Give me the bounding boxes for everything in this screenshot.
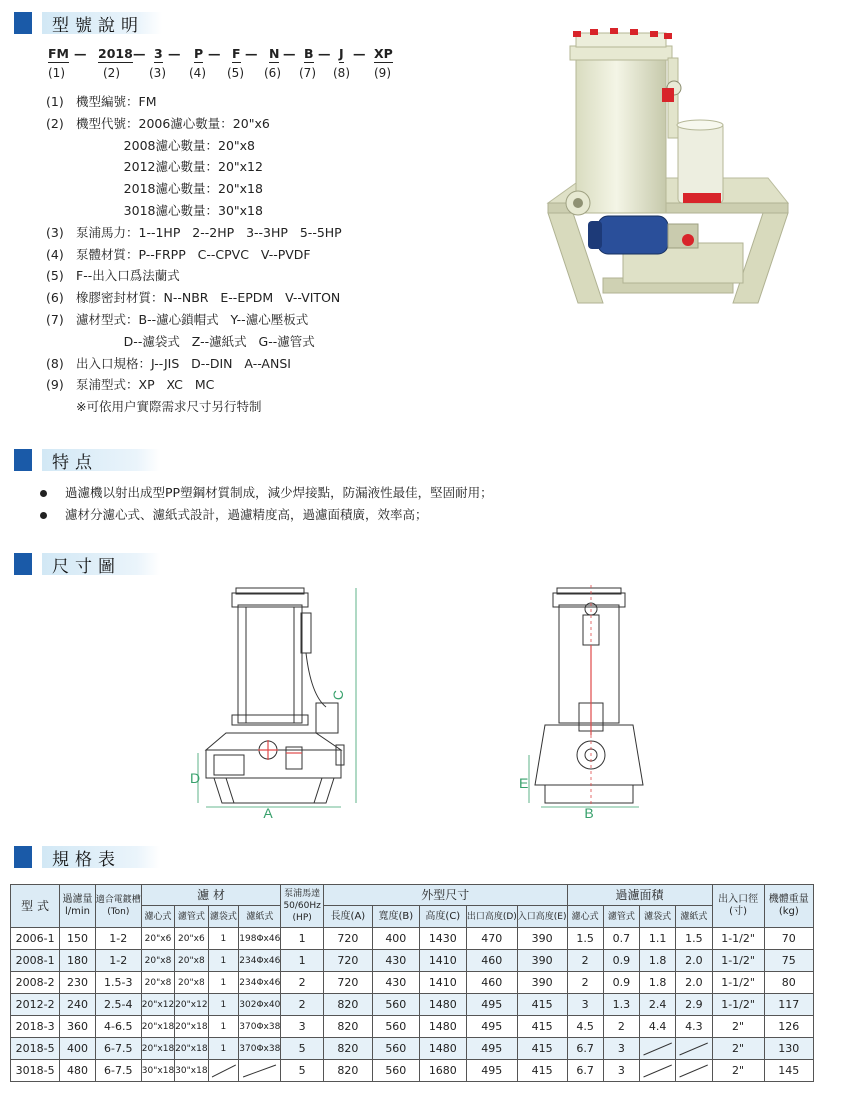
table-cell: 720 <box>323 950 372 972</box>
table-cell: 2" <box>712 1038 764 1060</box>
spec-line-text: 出入口規格：J--JIS D--DIN A--ANSI <box>76 355 291 371</box>
th-outer-sub: 入口高度(E) <box>517 906 567 928</box>
table-cell: 415 <box>517 1038 567 1060</box>
code-dash: — <box>245 46 258 61</box>
code-number: (4) <box>189 66 206 80</box>
table-cell: 1-1/2" <box>712 950 764 972</box>
th-area-sub: 濾管式 <box>603 906 639 928</box>
table-cell: 2.0 <box>676 972 712 994</box>
table-cell: 20"x18 <box>141 1016 174 1038</box>
spec-table <box>10 884 814 1082</box>
table-cell: 75 <box>764 950 813 972</box>
table-cell: 1-1/2" <box>712 994 764 1016</box>
table-cell: 1 <box>208 1038 239 1060</box>
code-part: J <box>339 46 344 61</box>
table-cell: 3 <box>603 1060 639 1082</box>
table-row <box>11 1016 814 1038</box>
spec-line-text: 3018濾心數量：30"x18 <box>76 202 263 218</box>
section-marker <box>14 553 32 575</box>
table-cell <box>239 1060 281 1082</box>
th-flow-label: 過濾量 <box>62 894 93 905</box>
table-cell: 1 <box>281 928 324 950</box>
section-marker <box>14 846 32 868</box>
table-cell: 180 <box>60 950 96 972</box>
table-cell: 240 <box>60 994 96 1016</box>
th-plating-unit: (Ton) <box>107 907 130 917</box>
table-cell: 560 <box>372 1038 419 1060</box>
spec-line-number: (9) <box>46 377 64 393</box>
code-number: (3) <box>149 66 166 80</box>
code-dash: — <box>74 46 87 61</box>
table-cell: 302Φx40 <box>239 994 281 1016</box>
table-cell: 2.5-4 <box>95 994 141 1016</box>
table-row <box>11 950 814 972</box>
th-pump-label: 泵浦馬達 <box>284 889 321 899</box>
dim-label-e: E <box>519 775 529 791</box>
table-cell: 820 <box>323 994 372 1016</box>
table-row <box>11 928 814 950</box>
table-cell: 820 <box>323 1016 372 1038</box>
table-cell <box>208 1060 239 1082</box>
table-cell: 4-6.5 <box>95 1016 141 1038</box>
table-cell: 1680 <box>419 1060 466 1082</box>
product-photo <box>528 28 818 328</box>
table-cell: 234Φx46 <box>239 950 281 972</box>
spec-line <box>46 113 342 135</box>
table-cell: 415 <box>517 1060 567 1082</box>
table-cell: 198Φx46 <box>239 928 281 950</box>
table-cell: 2008-2 <box>11 972 60 994</box>
table-cell: 820 <box>323 1060 372 1082</box>
table-cell: 1.8 <box>640 972 676 994</box>
table-cell: 230 <box>60 972 96 994</box>
table-cell: 1.8 <box>640 950 676 972</box>
spec-line-number: (5) <box>46 268 64 284</box>
section-marker <box>14 449 32 471</box>
table-cell: 390 <box>517 950 567 972</box>
empty-slash-icon <box>640 1062 675 1080</box>
section-header-model <box>14 10 162 36</box>
th-flow-unit: l/min <box>64 906 90 917</box>
table-cell: 3018-5 <box>11 1060 60 1082</box>
spec-line <box>46 200 342 222</box>
table-cell: 130 <box>764 1038 813 1060</box>
spec-line <box>46 396 342 418</box>
th-area-sub: 濾心式 <box>567 906 603 928</box>
table-cell: 1410 <box>419 972 466 994</box>
table-row <box>11 994 814 1016</box>
code-dash: — <box>208 46 221 61</box>
table-cell: 415 <box>517 994 567 1016</box>
code-number: (6) <box>264 66 281 80</box>
th-model: 型 式 <box>11 885 60 928</box>
table-cell: 20"x6 <box>141 928 174 950</box>
th-area: 過濾面積 <box>567 885 712 906</box>
table-cell: 5 <box>281 1038 324 1060</box>
spec-line-text: 機型代號：2006濾心數量：20"x6 <box>76 115 270 131</box>
table-cell: 560 <box>372 1060 419 1082</box>
table-cell: 560 <box>372 994 419 1016</box>
front-dimension-drawing <box>186 585 366 820</box>
dim-label-c: C <box>330 689 346 701</box>
table-cell: 3 <box>567 994 603 1016</box>
table-cell: 0.7 <box>603 928 639 950</box>
table-cell: 390 <box>517 972 567 994</box>
table-cell: 820 <box>323 1038 372 1060</box>
table-cell: 495 <box>466 994 517 1016</box>
th-port-unit: (寸) <box>729 906 747 917</box>
table-cell: 720 <box>323 972 372 994</box>
spec-line-number: (4) <box>46 246 64 262</box>
table-cell: 360 <box>60 1016 96 1038</box>
table-cell: 2018-3 <box>11 1016 60 1038</box>
table-cell: 495 <box>466 1060 517 1082</box>
code-part: N <box>269 46 280 61</box>
table-cell: 2012-2 <box>11 994 60 1016</box>
table-cell: 1480 <box>419 994 466 1016</box>
bullet-icon <box>40 512 47 519</box>
code-number: (8) <box>333 66 350 80</box>
spec-line <box>46 156 342 178</box>
table-cell: 1.5 <box>676 928 712 950</box>
th-outer-sub: 長度(A) <box>323 906 372 928</box>
table-row <box>11 1060 814 1082</box>
th-media-sub: 濾紙式 <box>239 906 281 928</box>
th-outer-sub: 高度(C) <box>419 906 466 928</box>
table-cell: 390 <box>517 928 567 950</box>
table-cell: 4.4 <box>640 1016 676 1038</box>
model-spec-list <box>46 91 342 418</box>
table-cell: 1480 <box>419 1038 466 1060</box>
table-cell: 2.4 <box>640 994 676 1016</box>
th-pump <box>281 885 324 928</box>
table-cell: 2 <box>567 950 603 972</box>
code-number: (7) <box>299 66 316 80</box>
th-flow <box>60 885 96 928</box>
feature-text: 濾材分濾心式、濾紙式設計，過濾精度高，過濾面積廣，效率高； <box>65 507 428 522</box>
table-cell: 370Φx38 <box>239 1016 281 1038</box>
table-cell: 20"x8 <box>141 950 174 972</box>
code-dash: — <box>168 46 181 61</box>
th-pump-unit: (HP) <box>292 913 312 923</box>
table-cell: 4.5 <box>567 1016 603 1038</box>
spec-line <box>46 244 342 266</box>
spec-line-text: 2012濾心數量：20"x12 <box>76 159 263 175</box>
code-number: (1) <box>48 66 65 80</box>
table-cell: 20"x6 <box>175 928 208 950</box>
spec-line-number: (6) <box>46 290 64 306</box>
feature-item <box>40 482 493 504</box>
table-cell: 20"x18 <box>175 1038 208 1060</box>
table-cell: 30"x18 <box>141 1060 174 1082</box>
table-cell: 80 <box>764 972 813 994</box>
th-port <box>712 885 764 928</box>
spec-line-text: 機型編號：FM <box>76 94 157 109</box>
section-title: 特点 <box>42 449 160 471</box>
table-cell: 2" <box>712 1060 764 1082</box>
th-area-sub: 濾袋式 <box>640 906 676 928</box>
code-part: F <box>232 46 241 61</box>
table-cell: 70 <box>764 928 813 950</box>
table-cell: 234Φx46 <box>239 972 281 994</box>
spec-line <box>46 331 342 353</box>
th-pump-hz: 50/60Hz <box>283 901 321 911</box>
spec-line <box>46 135 342 157</box>
spec-line-text: 2008濾心數量：20"x8 <box>76 137 255 153</box>
table-cell: 560 <box>372 1016 419 1038</box>
table-cell: 400 <box>60 1038 96 1060</box>
section-header-features <box>14 447 160 473</box>
table-cell: 2 <box>281 994 324 1016</box>
table-row <box>11 1038 814 1060</box>
table-cell: 720 <box>323 928 372 950</box>
th-outer-sub: 出口高度(D) <box>466 906 517 928</box>
table-cell: 415 <box>517 1016 567 1038</box>
table-cell: 2" <box>712 1016 764 1038</box>
spec-line-number: (1) <box>46 94 64 109</box>
side-dimension-drawing <box>515 585 665 820</box>
table-cell <box>676 1060 712 1082</box>
table-cell: 1.5 <box>567 928 603 950</box>
table-cell: 430 <box>372 972 419 994</box>
section-header-specs <box>14 844 160 870</box>
bullet-icon <box>40 490 47 497</box>
code-part: XP <box>374 46 393 61</box>
table-cell: 20"x18 <box>141 1038 174 1060</box>
th-media-sub: 濾心式 <box>141 906 174 928</box>
table-cell: 1410 <box>419 950 466 972</box>
table-cell: 1480 <box>419 1016 466 1038</box>
table-cell: 6.7 <box>567 1038 603 1060</box>
table-cell <box>676 1038 712 1060</box>
th-area-sub: 濾紙式 <box>676 906 712 928</box>
th-outer: 外型尺寸 <box>323 885 567 906</box>
table-cell: 1 <box>208 950 239 972</box>
table-cell: 495 <box>466 1016 517 1038</box>
section-title: 尺寸圖 <box>42 553 160 575</box>
code-part: P <box>194 46 204 61</box>
th-media-sub: 濾袋式 <box>208 906 239 928</box>
feature-list <box>40 482 493 526</box>
feature-item <box>40 504 493 526</box>
dim-label-d: D <box>190 770 201 786</box>
spec-line-text: 濾材型式：B--濾心鎖帽式 Y--濾心壓板式 <box>76 311 309 327</box>
table-cell: 2018-5 <box>11 1038 60 1060</box>
table-cell: 1-2 <box>95 928 141 950</box>
empty-slash-icon <box>640 1040 675 1058</box>
table-cell: 370Φx38 <box>239 1038 281 1060</box>
spec-line-text: 泵浦型式：XP XC MC <box>76 377 215 393</box>
code-number: (5) <box>227 66 244 80</box>
section-title: 規格表 <box>42 846 160 868</box>
table-cell: 1 <box>208 1016 239 1038</box>
table-cell: 1 <box>208 928 239 950</box>
table-cell: 0.9 <box>603 972 639 994</box>
dim-label-b: B <box>584 805 594 820</box>
section-marker <box>14 12 32 34</box>
th-weight <box>764 885 813 928</box>
table-cell: 2008-1 <box>11 950 60 972</box>
table-cell <box>640 1060 676 1082</box>
table-cell: 20"x8 <box>141 972 174 994</box>
table-cell: 2 <box>603 1016 639 1038</box>
table-cell: 145 <box>764 1060 813 1082</box>
th-plating-label: 適合電鍍槽 <box>95 895 141 905</box>
code-part: B <box>304 46 314 61</box>
table-row <box>11 972 814 994</box>
table-cell: 20"x8 <box>175 950 208 972</box>
th-port-label: 出入口徑 <box>718 894 759 905</box>
spec-line-text: 泵浦馬力：1--1HP 2--2HP 3--3HP 5--5HP <box>76 224 342 240</box>
table-cell: 117 <box>764 994 813 1016</box>
spec-line <box>46 374 342 396</box>
spec-line-text: F--出入口爲法蘭式 <box>76 268 180 284</box>
spec-line-text: 橡膠密封材質：N--NBR E--EPDM V--VITON <box>76 290 341 306</box>
table-cell: 126 <box>764 1016 813 1038</box>
table-cell: 400 <box>372 928 419 950</box>
empty-slash-icon <box>676 1040 711 1058</box>
spec-line-number: (2) <box>46 115 64 131</box>
table-cell: 20"x18 <box>175 1016 208 1038</box>
code-number: (9) <box>374 66 391 80</box>
table-cell: 1.5-3 <box>95 972 141 994</box>
spec-line-text: D--濾袋式 Z--濾紙式 G--濾管式 <box>76 333 315 349</box>
code-dash: — <box>283 46 296 61</box>
table-cell: 2 <box>567 972 603 994</box>
section-header-dimensions <box>14 551 160 577</box>
table-cell: 1-1/2" <box>712 972 764 994</box>
empty-slash-icon <box>209 1062 239 1080</box>
table-cell: 430 <box>372 950 419 972</box>
table-cell: 6-7.5 <box>95 1060 141 1082</box>
table-cell: 2 <box>281 972 324 994</box>
table-cell: 1 <box>208 994 239 1016</box>
spec-line-text: ※可依用户實際需求尺寸另行特制 <box>76 399 262 415</box>
code-number: (2) <box>103 66 120 80</box>
code-part: 2018 <box>98 46 133 61</box>
feature-text: 過濾機以射出成型PP塑鋼材質制成，減少焊接點，防漏液性最佳，堅固耐用； <box>65 485 493 500</box>
code-part: 3 <box>154 46 163 61</box>
spec-line-number: (3) <box>46 224 64 240</box>
spec-line <box>46 287 342 309</box>
spec-line-text: 泵體材質：P--FRPP C--CPVC V--PVDF <box>76 246 311 262</box>
spec-line <box>46 178 342 200</box>
table-cell: 1-2 <box>95 950 141 972</box>
table-cell: 1-1/2" <box>712 928 764 950</box>
spec-line-number: (8) <box>46 355 64 371</box>
spec-line-text: 2018濾心數量：20"x18 <box>76 181 263 197</box>
spec-line <box>46 222 342 244</box>
table-cell: 1.1 <box>640 928 676 950</box>
spec-line <box>46 309 342 331</box>
code-dash: — <box>353 46 366 61</box>
table-cell: 495 <box>466 1038 517 1060</box>
table-cell: 0.9 <box>603 950 639 972</box>
table-cell: 20"x12 <box>141 994 174 1016</box>
table-cell: 2.9 <box>676 994 712 1016</box>
table-cell: 1 <box>208 972 239 994</box>
spec-line <box>46 265 342 287</box>
spec-line <box>46 353 342 375</box>
table-cell: 20"x8 <box>175 972 208 994</box>
table-cell: 6.7 <box>567 1060 603 1082</box>
empty-slash-icon <box>239 1062 280 1080</box>
empty-slash-icon <box>676 1062 711 1080</box>
code-part: FM <box>48 46 69 61</box>
table-cell: 480 <box>60 1060 96 1082</box>
th-media: 濾 材 <box>141 885 281 906</box>
th-media-sub: 濾管式 <box>175 906 208 928</box>
table-cell: 20"x12 <box>175 994 208 1016</box>
spec-line-number: (7) <box>46 311 64 327</box>
table-cell: 6-7.5 <box>95 1038 141 1060</box>
table-cell: 2.0 <box>676 950 712 972</box>
table-cell <box>640 1038 676 1060</box>
th-weight-label: 機體重量 <box>768 894 809 905</box>
table-cell: 460 <box>466 950 517 972</box>
code-dash: — <box>133 46 146 61</box>
table-cell: 3 <box>603 1038 639 1060</box>
th-plating <box>95 885 141 928</box>
table-cell: 1430 <box>419 928 466 950</box>
code-dash: — <box>318 46 331 61</box>
table-cell: 460 <box>466 972 517 994</box>
table-cell: 30"x18 <box>175 1060 208 1082</box>
table-cell: 1 <box>281 950 324 972</box>
table-cell: 150 <box>60 928 96 950</box>
table-cell: 1.3 <box>603 994 639 1016</box>
table-cell: 470 <box>466 928 517 950</box>
table-cell: 4.3 <box>676 1016 712 1038</box>
spec-line <box>46 91 342 113</box>
table-cell: 2006-1 <box>11 928 60 950</box>
th-outer-sub: 寬度(B) <box>372 906 419 928</box>
table-cell: 5 <box>281 1060 324 1082</box>
th-weight-unit: (kg) <box>778 906 799 917</box>
dim-label-a: A <box>263 805 273 820</box>
section-title: 型號說明 <box>42 12 162 34</box>
table-cell: 3 <box>281 1016 324 1038</box>
